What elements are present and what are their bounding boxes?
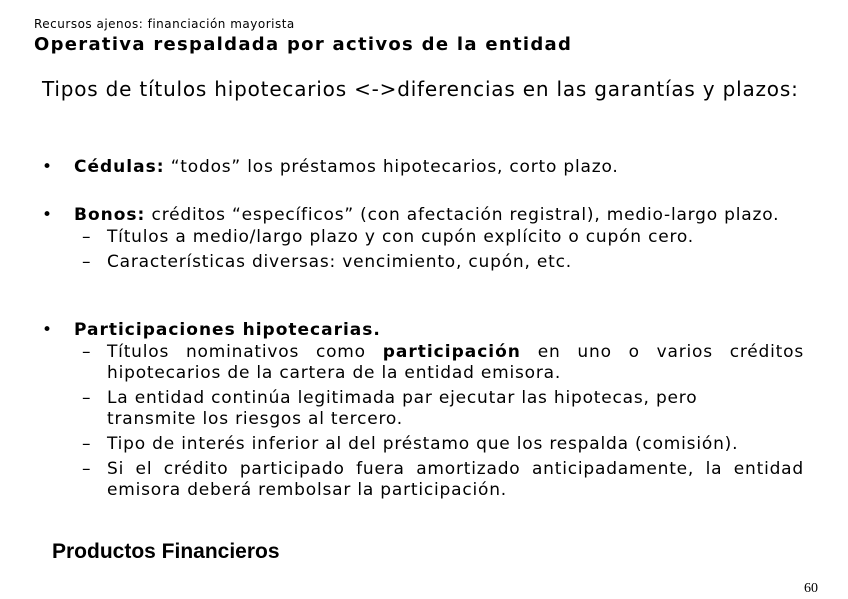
- dash-marker: –: [82, 459, 92, 479]
- sub-item: [42, 459, 804, 501]
- sub-item-text: Si el crédito participado fuera amortizado anticipadamente, la entidad emisora deberá rembolsar la participación.: [107, 459, 804, 500]
- sub-item-text: La entidad continúa legitimada par ejecutar las hipotecas, pero transmite los riesgos al tercero.: [107, 388, 698, 429]
- dash-marker: –: [82, 434, 92, 454]
- term-bonos: Bonos:: [74, 205, 146, 225]
- bullet-participaciones: [42, 320, 804, 505]
- bullet-dot: •: [42, 320, 53, 340]
- term-cedulas: Cédulas:: [74, 157, 165, 177]
- sub-item-text: Características diversas: vencimiento, cupón, etc.: [107, 252, 572, 272]
- bullet-text: créditos “específicos” (con afectación registral), medio-largo plazo.: [145, 205, 780, 225]
- term-participacion: participación: [382, 342, 521, 362]
- bullet-dot: •: [42, 205, 53, 225]
- term-participaciones: Participaciones hipotecarias.: [74, 320, 381, 340]
- dash-marker: –: [82, 388, 92, 408]
- dash-marker: –: [82, 227, 92, 247]
- dash-marker: –: [82, 252, 92, 272]
- sub-item: [42, 388, 804, 430]
- slide-title: Operativa respaldada por activos de la entidad: [34, 34, 573, 55]
- bullet-bonos: [42, 205, 804, 277]
- page-number: 60: [804, 581, 818, 596]
- sub-item: [42, 434, 804, 455]
- bullet-dot: •: [42, 157, 53, 177]
- sub-item: [42, 252, 804, 273]
- dash-marker: –: [82, 342, 92, 362]
- bullet-text: “todos” los préstamos hipotecarios, corto plazo.: [164, 157, 619, 177]
- footer-title: Productos Financieros: [52, 540, 280, 563]
- section-kicker: Recursos ajenos: financiación mayorista: [34, 17, 295, 31]
- sub-item-text: en uno o varios créditos hipotecarios de la cartera de la entidad emisora.: [107, 342, 804, 383]
- sub-item-text: Tipo de interés inferior al del préstamo que los respalda (comisión).: [107, 434, 739, 454]
- sub-item-text: Títulos nominativos como: [107, 342, 383, 362]
- intro-text: Tipos de títulos hipotecarios <->diferencias en las garantías y plazos:: [42, 77, 799, 101]
- sub-item: [42, 227, 804, 248]
- sub-item-text: Títulos a medio/largo plazo y con cupón explícito o cupón cero.: [107, 227, 695, 247]
- bullet-cedulas: [42, 157, 804, 177]
- sub-item: [42, 342, 804, 384]
